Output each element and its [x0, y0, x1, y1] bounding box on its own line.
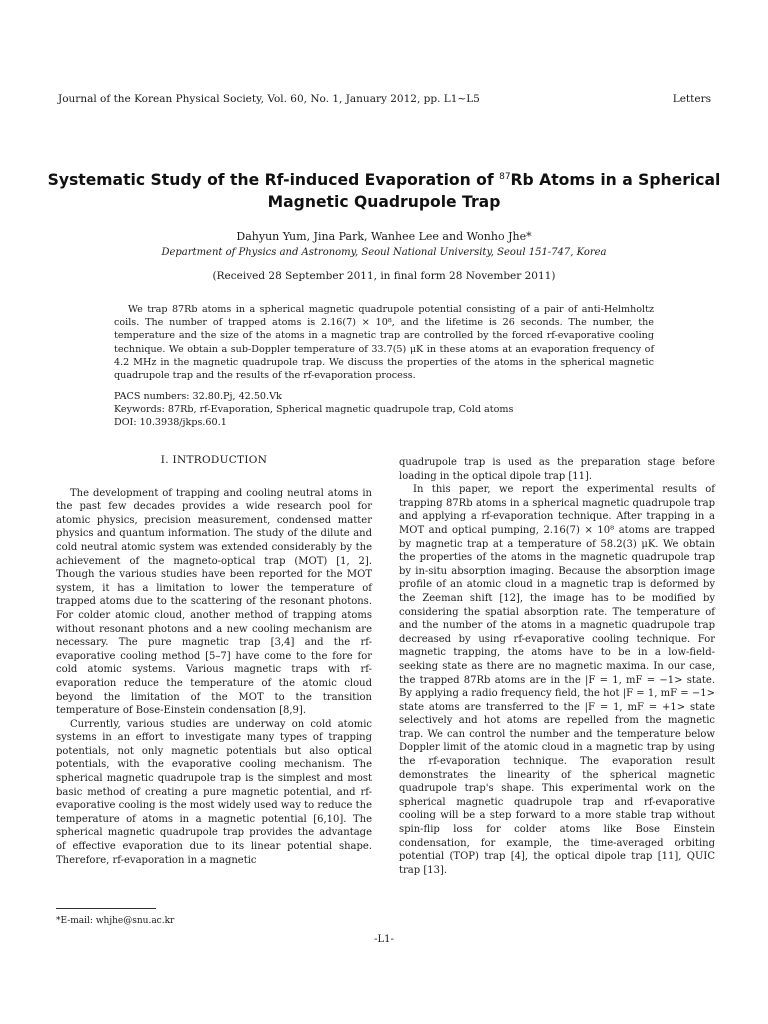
paper-metadata — [114, 390, 674, 430]
pacs-numbers: PACS numbers: 32.80.Pj, 42.50.Vk — [114, 391, 282, 402]
paragraph: quadrupole trap is used as the preparation stage before loading in the optical dipole trap [11]. — [399, 457, 715, 482]
paper-title — [40, 166, 728, 213]
section-heading: I. INTRODUCTION — [160, 454, 268, 466]
footnote-rule — [56, 908, 156, 909]
footnote-email: *E-mail: whjhe@snu.ac.kr — [56, 916, 175, 926]
title-isotope: 87 — [499, 172, 511, 182]
paragraph: In this paper, we report the experimental results of trapping 87Rb atoms in a spherical magnetic quadrupole trap and applying a rf-evaporation technique. After trapping in a MOT and optical pumping, 2.16(7) × 10⁸ atoms are trapped by magnetic trap at a temperature of 58.2(3) μK. We obtain the properties of the atoms in the magnetic quadrupole trap by in-situ absorption imaging. Because the absorption image profile of an atomic cloud in a magnetic trap is deformed by the Zeeman shift [12], the image has to be modified by considering the spatial absorption rate. The temperature of and the number of the atoms in a magnetic quadrupole trap decreased by using rf-evaporative cooling technique. For magnetic trapping, the atoms have to be in a low-field-seeking state as there are no magnetic maxima. In our case, the trapped 87Rb atoms are in the |F = 1, mF = −1> state. By applying a radio frequency field, the hot |F = 1, mF = −1> state atoms are transferred to the |F = 1, mF = +1> state selectively and hot atoms are repelled from the magnetic trap. We can control the number and the temperature below Doppler limit of the atomic cloud in a magnetic trap by using the rf-evaporation technique. The evaporation result demonstrates the linearity of the spherical magnetic quadrupole trap's shape. This experimental work on the spherical magnetic quadrupole trap and rf-evaporative cooling will be a step forward to a more stable trap without spin-flip loss for colder atoms like Bose Einstein condensation, for example, the time-averaged orbiting potential (TOP) trap [4], the optical dipole trap [11], QUIC trap [13]. — [399, 484, 715, 876]
authors: Dahyun Yum, Jina Park, Wanhee Lee and Wonho Jhe* — [236, 230, 532, 243]
title-part-2: Rb Atoms in a Spherical Magnetic Quadrupole Trap — [267, 171, 721, 211]
abstract: We trap 87Rb atoms in a spherical magnetic quadrupole potential consisting of a pair of anti-Helmholtz coils. The number of trapped atoms is 2.16(7) × 10⁸, and the lifetime is 26 seconds. The number, the temperature and the size of the atoms in a magnetic trap are controlled by the forced rf-evaporative cooling technique. We obtain a sub-Doppler temperature of 33.7(5) μK in these atoms at an evaporation frequency of 4.2 MHz in the magnetic quadrupole trap. We discuss the properties of the atoms in the spherical magnetic quadrupole trap and the results of the rf-evaporation process. — [114, 304, 654, 382]
paragraph: The development of trapping and cooling neutral atoms in the past few decades provides a wide research pool for atomic physics, precision measurement, condensed matter physics and quantum information. The study of the dilute and cold neutral atomic system was extended considerably by the achievement of the magneto-optical trap (MOT) [1, 2]. Though the various studies have been reported for the MOT system, it has a limitation to lower the temperature of trapped atoms due to the scattering of the resonant photons. For colder atomic cloud, another method of trapping atoms without resonant photons and a new cooling mechanism are necessary. The pure magnetic trap [3,4] and the rf-evaporative cooling method [5–7] have come to the fore for cold atomic systems. Various magnetic traps with rf-evaporation reduce the temperature of the atomic cloud beyond the limitation of the MOT to the transition temperature of Bose-Einstein condensation [8,9]. — [56, 487, 372, 717]
affiliation: Department of Physics and Astronomy, Seoul National University, Seoul 151-747, Korea — [161, 247, 607, 258]
article-type: Letters — [672, 93, 711, 105]
keywords: Keywords: 87Rb, rf-Evaporation, Spherical magnetic quadrupole trap, Cold atoms — [114, 404, 514, 416]
journal-header: Journal of the Korean Physical Society, Vol. 60, No. 1, January 2012, pp. L1∼L5 — [58, 93, 480, 105]
received-date: (Received 28 September 2011, in final form 28 November 2011) — [212, 270, 556, 282]
paragraph: Currently, various studies are underway on cold atomic systems in an effort to investigate many types of trapping potentials, not only magnetic potentials but also optical potentials, with the evaporative cooling mechanism. The spherical magnetic quadrupole trap is the simplest and most basic method of creating a pure magnetic potential, and rf-evaporative cooling is the most widely used way to reduce the temperature of atoms in a magnetic potential [6,10]. The spherical magnetic quadrupole trap provides the advantage of effective evaporation due to its linear potential shape. Therefore, rf-evaporation in a magnetic — [56, 718, 372, 866]
doi: DOI: 10.3938/jkps.60.1 — [114, 417, 227, 429]
page-number: -L1- — [374, 934, 394, 945]
left-column — [56, 454, 372, 867]
title-part-1: Systematic Study of the Rf-induced Evaporation of — [47, 171, 500, 189]
right-column — [399, 456, 715, 877]
